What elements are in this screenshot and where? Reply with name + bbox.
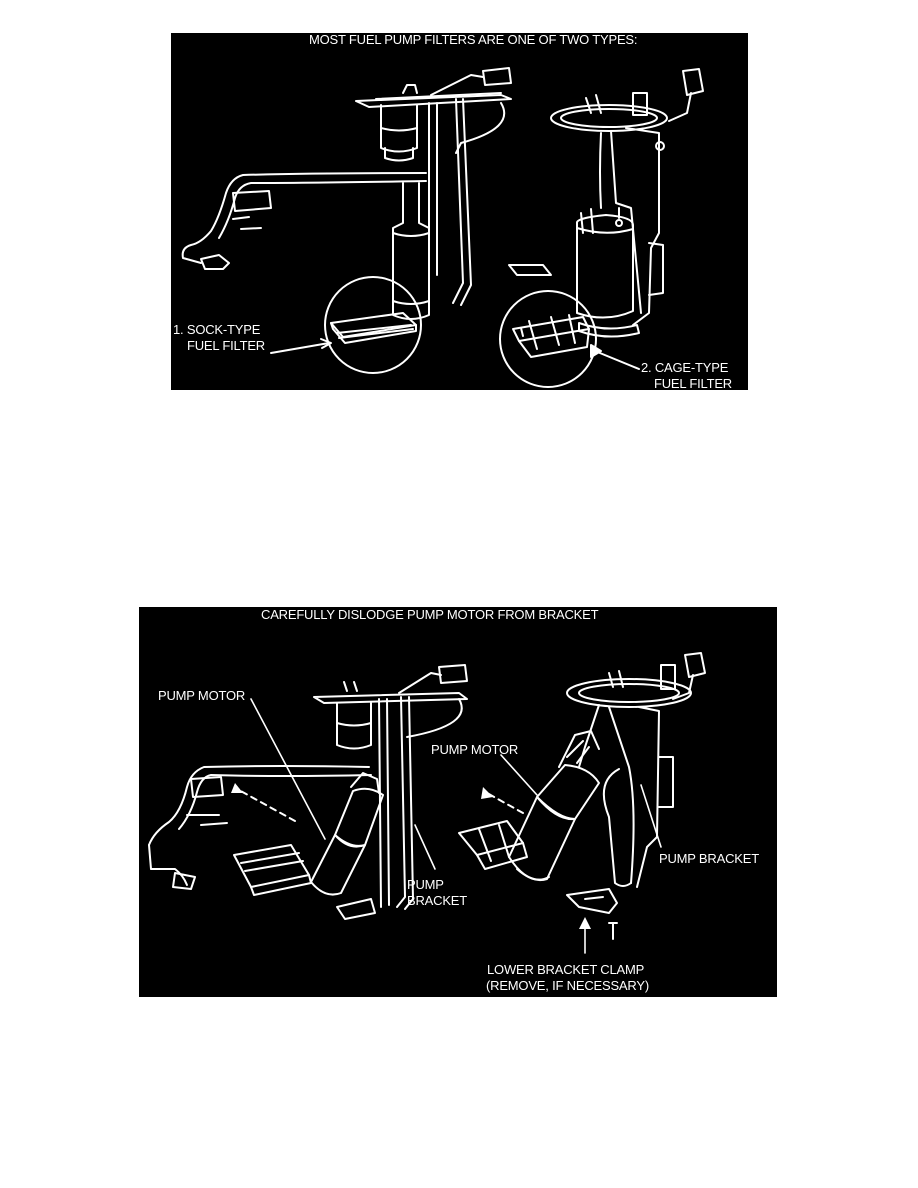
pump-bracket-label-left-line2: BRACKET <box>407 893 468 908</box>
sock-type-label-line2: FUEL FILTER <box>187 338 265 353</box>
lower-bracket-clamp-label-line2: (REMOVE, IF NECESSARY) <box>486 978 649 993</box>
fuel-filter-types-figure <box>171 33 748 390</box>
pump-bracket-label-right: PUMP BRACKET <box>659 851 759 866</box>
cage-type-label: 2. CAGE-TYPE <box>641 360 729 375</box>
figure-title: MOST FUEL PUMP FILTERS ARE ONE OF TWO TYPES: <box>309 33 638 47</box>
pump-motor-label-left: PUMP MOTOR <box>158 688 246 703</box>
dislodge-pump-motor-figure <box>139 607 777 997</box>
pump-motor-removal-illustration <box>139 607 777 997</box>
cage-type-pump-assembly <box>500 69 703 387</box>
pump-bracket-label-left: PUMP <box>407 877 444 892</box>
sock-type-label: 1. SOCK-TYPE <box>173 322 261 337</box>
lower-bracket-clamp-label: LOWER BRACKET CLAMP <box>487 962 645 977</box>
right-pump-assembly <box>459 653 705 953</box>
figure-title: CAREFULLY DISLODGE PUMP MOTOR FROM BRACKET <box>261 607 599 622</box>
cage-type-label-line2: FUEL FILTER <box>654 376 732 390</box>
pump-motor-label-right: PUMP MOTOR <box>431 742 519 757</box>
